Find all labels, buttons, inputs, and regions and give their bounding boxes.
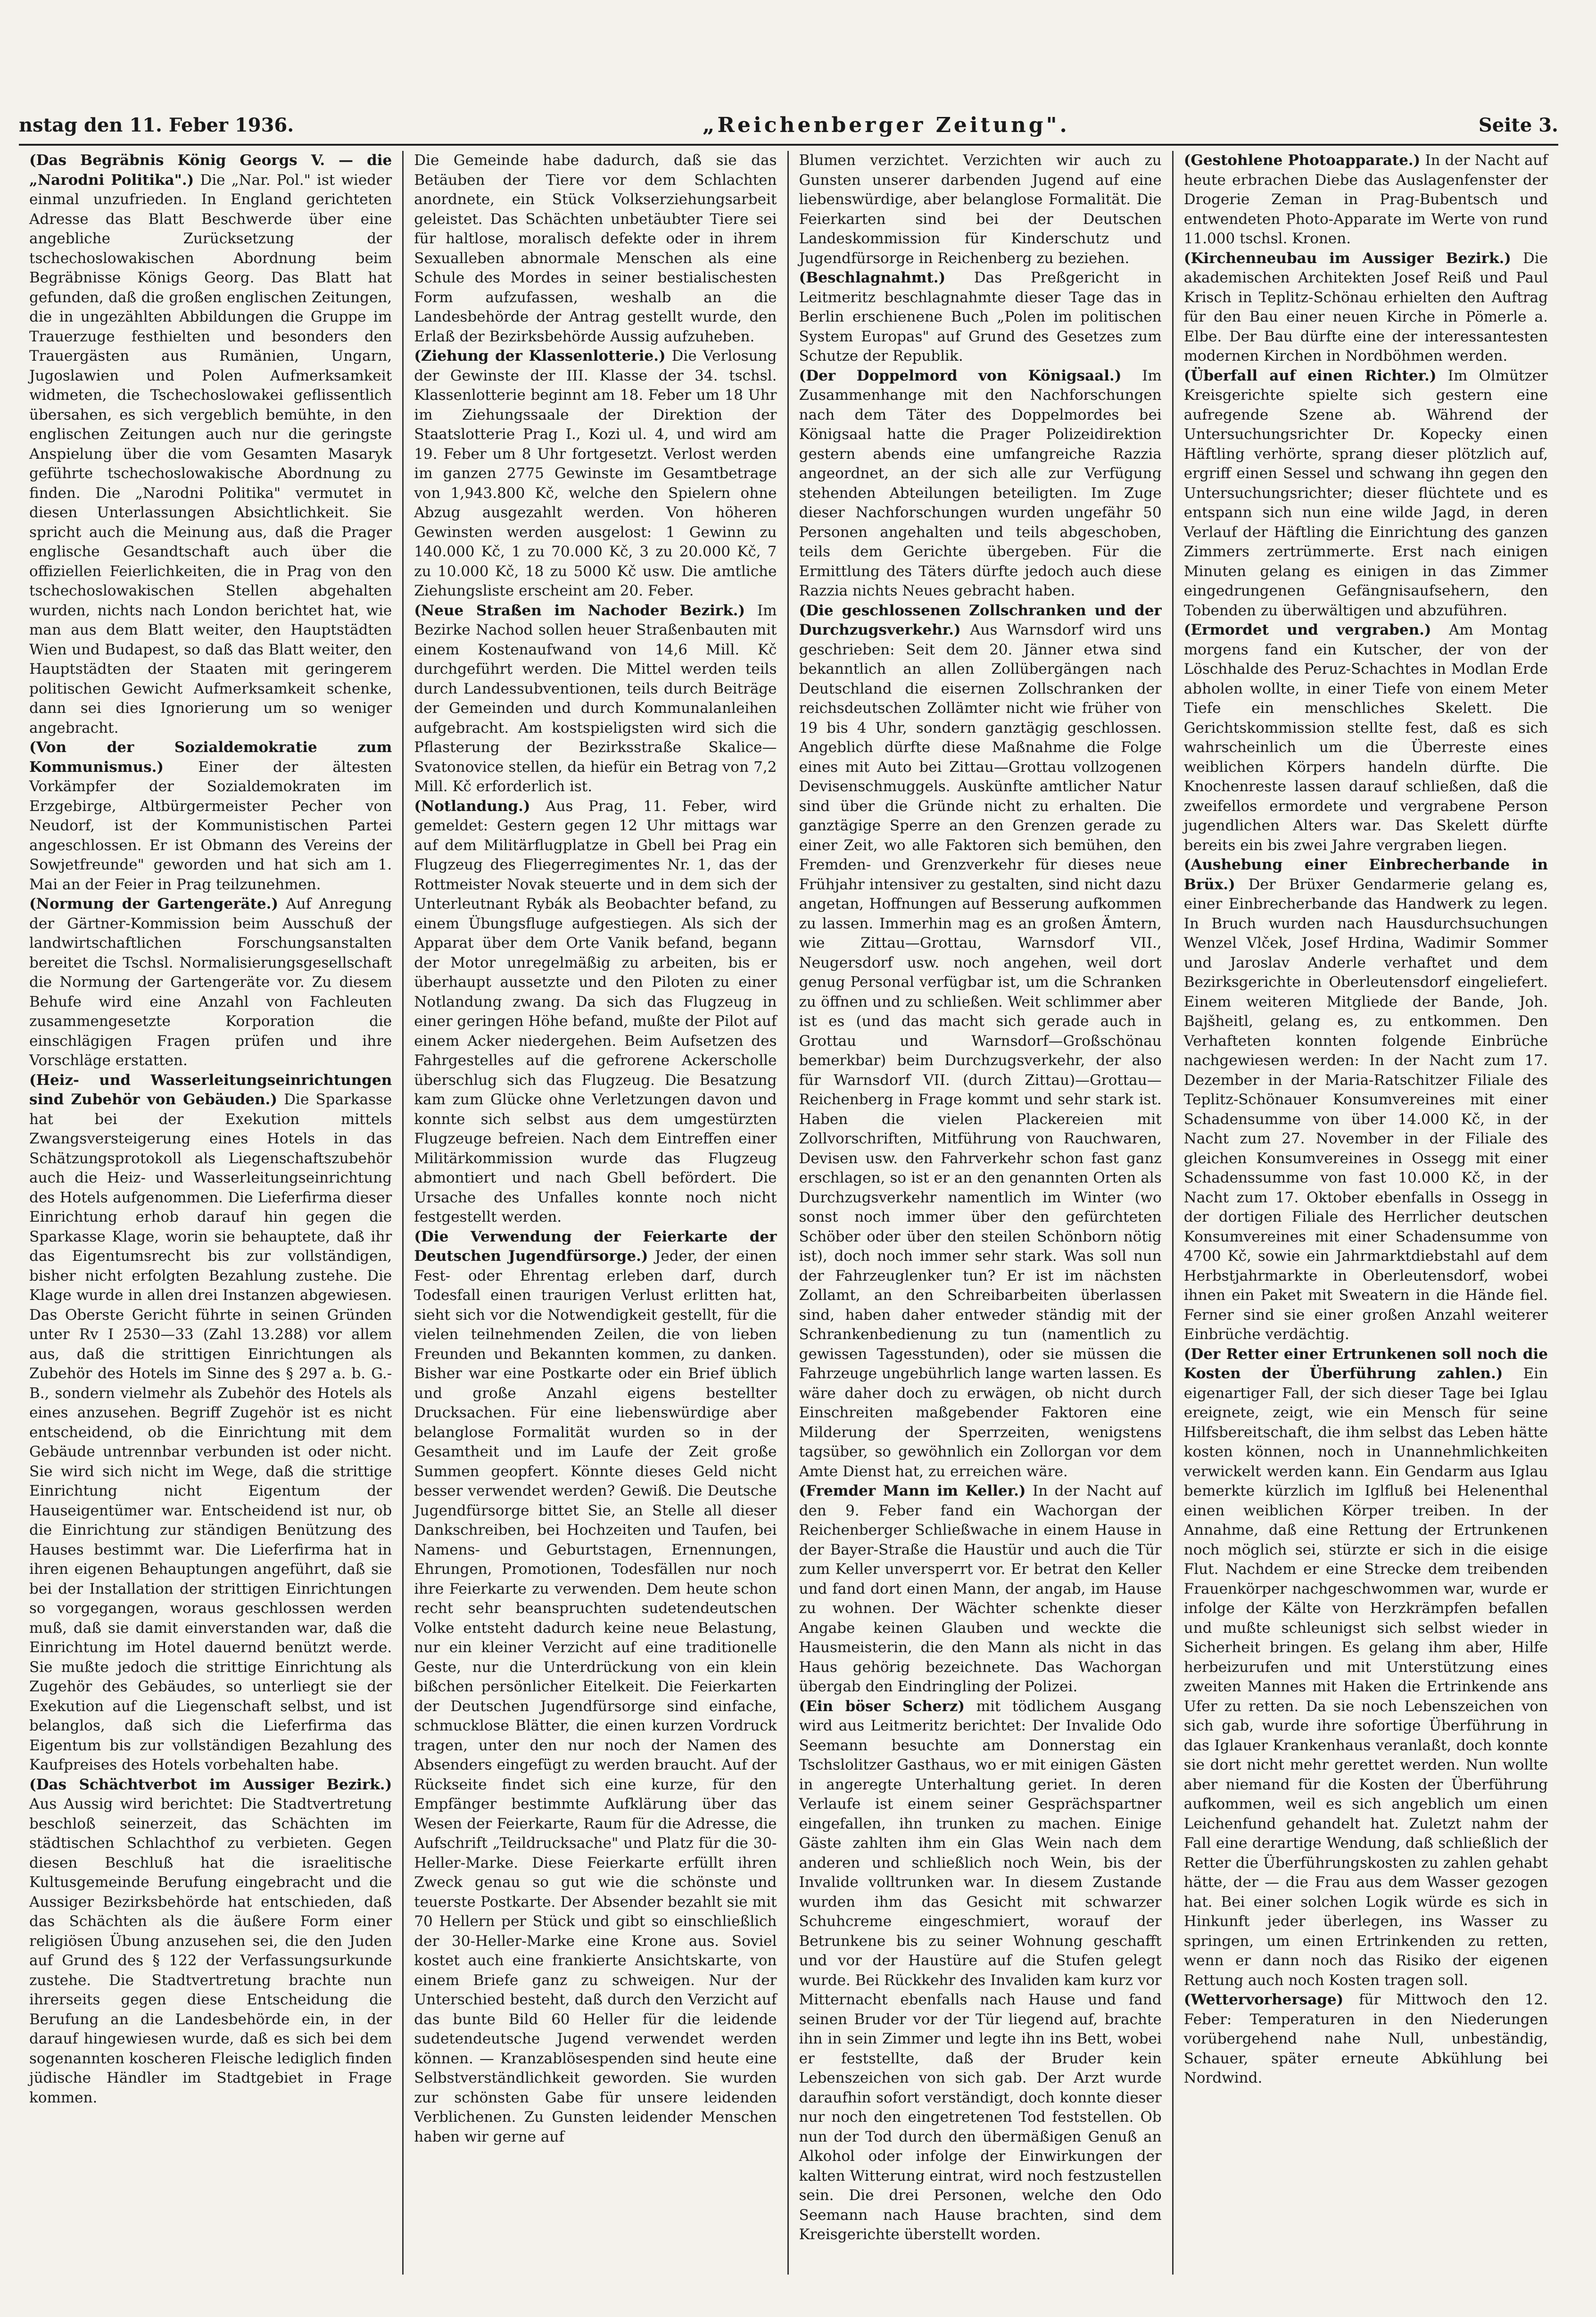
article bbox=[1184, 1345, 1548, 1991]
article-body: Das Preßgericht in Leitmeritz beschlagnahmte dieser Tage das in Berlin erschienene Buch „Polen im politischen System Europas" auf Grund des Gesetzes zum Schutze der Republik. bbox=[799, 269, 1162, 364]
article bbox=[29, 151, 392, 738]
column-4 bbox=[1174, 151, 1558, 2275]
article bbox=[29, 1775, 392, 2108]
article-body: mit tödlichem Ausgang wird aus Leitmeritz berichtet: Der Invalide Odo Seemann besuchte am Donnerstag ein Tschslolitzer Gasthaus, wo er mit einigen Gästen in angeregte Unterhaltung geriet. In deren Verlaufe ist einem seiner Gesprächspartner eingefallen, ihn trunken zu machen. Einige Gäste zahlten ihm ein Glas Wein nach dem anderen und schließlich noch Wein, bis der Invalide volltrunken war. In diesem Zustande wurden ihm das Gesicht mit schwarzer Schuhcreme eingeschmiert, worauf der Betrunkene bis zu seiner Wohnung geschafft und vor der Haustüre auf die Stufen gelegt wurde. Bei Rückkehr des Invaliden kam kurz vor Mitternacht ebenfalls nach Hause und fand seinen Bruder vor der Tür liegend auf, brachte ihn in sein Zimmer und legte ihn ins Bett, wobei er feststellte, daß der Bruder kein Lebenszeichen von sich gab. Der Arzt wurde daraufhin sofort verständigt, doch konnte dieser nur noch den eingetretenen Tod feststellen. Ob nun der Tod durch den übermäßigen Genuß an Alkohol oder infolge der Einwirkungen der kalten Witterung eintrat, wird noch festzustellen sein. Die drei Personen, welche den Odo Seemann nach Hause brachten, sind dem Kreisgerichte überstellt worden. bbox=[799, 1697, 1162, 2243]
article-title: (Beschlagnahmt.) bbox=[799, 269, 946, 286]
page-number: Seite 3. bbox=[1478, 114, 1558, 136]
article-body: Im Zusammenhange mit den Nachforschungen nach dem Täter des Doppelmordes bei Königsaal hatte die Prager Polizeidirektion gestern abends eine umfangreiche Razzia angeordnet, an der sich alle zur Verfügung stehenden Abteilungen beteiligten. Im Zuge dieser Nachforschungen wurden ungefähr 50 Personen angehalten und teils abgeschoben, teils dem Gerichte übergeben. Für die Ermittlung des Täters dürfte jedoch auch diese Razzia nichts Neues gebracht haben. bbox=[799, 367, 1162, 599]
article-title: (Neue Straßen im Nachoder Bezirk.) bbox=[414, 602, 745, 619]
article-title: (Die geschlossenen Zollschranken und der Durchzugsverkehr.) bbox=[799, 602, 1162, 638]
article-body: Am Montag morgens fand ein Kutscher, der von der Löschhalde des Peruz-Schachtes in Modlan Erde abholen wollte, in einer Tiefe von einem Meter Tiefe ein menschliches Skelett. Die Gerichtskommission stellte fest, daß es sich wahrscheinlich um die Überreste eines weiblichen Körpers handeln dürfte. Die Knochenreste lassen darauf schließen, daß die zweifellos ermordete und vergrabene Person jugendlichen Alters war. Das Skelett dürfte bereits ein bis zwei Jahre vergraben liegen. bbox=[1183, 621, 1548, 854]
article-title: (Kirchenneubau im Aussiger Bezirk.) bbox=[1183, 249, 1511, 267]
article-title: (Ermordet und vergraben.) bbox=[1183, 621, 1431, 638]
article-body: Die Gemeinde habe dadurch, daß sie das Betäuben der Tiere vor dem Schlachten anordnete, ein Stück Volkserziehungsarbeit geleistet. Das Schächten unbetäubter Tiere sei für haltlose, moralisch defekte oder in ihrem Sexualleben abnormale Menschen als eine Schule des Mordes in seiner bestialischesten Form aufzufassen, weshalb an die Landesbehörde der Antrag gestellt wurde, den Erlaß der Bezirksbehörde Aussig aufzuheben. bbox=[414, 152, 777, 345]
article bbox=[414, 151, 777, 347]
column-3 bbox=[789, 151, 1174, 2275]
newspaper-title: „Reichenberger Zeitung". bbox=[703, 113, 1070, 137]
header-date: nstag den 11. Feber 1936. bbox=[19, 114, 294, 136]
article bbox=[799, 601, 1162, 1482]
article-body: Aus Prag, 11. Feber, wird gemeldet: Gestern gegen 12 Uhr mittags war auf dem Militärflugplatze in Gbell bei Prag ein Flugzeug des Fliegerregimentes Nr. 1, das der Rottmeister Novak steuerte und in dem sich der Unterleutnant Rybák als Beobachter befand, zu einem Übungsfluge aufgestiegen. Als sich der Apparat über dem Orte Vanik befand, begann der Motor unregelmäßig zu arbeiten, bis er überhaupt aussetzte und den Piloten zu einer Notlandung zwang. Da sich das Flugzeug in einer geringen Höhe befand, mußte der Pilot auf einem Acker niedergehen. Beim Aufsetzen des Fahrgestelles auf die gefrorene Ackerscholle überschlug sich das Flugzeug. Die Besatzung kam zum Glücke ohne Verletzungen davon und konnte sich selbst aus dem umgestürzten Flugzeuge befreien. Nach dem Eintreffen einer Militärkommission wurde das Flugzeug abmontiert und nach Gbell befördert. Die Ursache des Unfalles konnte noch nicht festgestellt werden. bbox=[414, 797, 777, 1225]
article bbox=[1184, 1990, 1548, 2088]
article-body: Die Verlosung der Gewinste der III. Klasse der 34. tschsl. Klassenlotterie beginnt am 18. Feber um 18 Uhr im Ziehungssaale der Direktion der Staatslotterie Prag I., Kozi ul. 4, und wird am 19. Feber um 8 Uhr fortgesetzt. Verlost werden im ganzen 2775 Gewinste im Gesamtbetrage von 1,943.800 Kč, welche den Spielern ohne Abzug ausgezahlt werden. Von höheren Gewinsten werden ausgelost: 1 Gewinn zu 140.000 Kč, 1 zu 70.000 Kč, 3 zu 20.000 Kč, 7 zu 10.000 Kč, 18 zu 5000 Kč usw. Die amtliche Ziehungsliste erscheint am 20. Feber. bbox=[414, 348, 777, 599]
article-title: (Das Schächtverbot im Aussiger Bezirk.) bbox=[29, 1776, 392, 1793]
article bbox=[799, 1697, 1162, 2245]
article-title: (Heiz- und Wasserleitungseinrichtungen sind Zubehör von Gebäuden.) bbox=[29, 1071, 392, 1108]
article bbox=[799, 268, 1162, 366]
article bbox=[799, 151, 1162, 268]
article-body: Die „Nar. Pol." ist wieder einmal unzufrieden. In England gerichteten Adresse das Blatt Beschwerde über eine angebliche Zurücksetzung der tschechoslowakischen Abordnung beim Begräbnisse Königs Georg. Das Blatt hat gefunden, daß die großen englischen Zeitungen, die in ungezählten Abbildungen die Gruppe im Trauerzuge festhielten und besonders den Trauergästen aus Rumänien, Ungarn, Jugoslawien und Polen Aufmerksamkeit widmeten, die Tschechoslowakei geflissentlich übersahen, es sich vergeblich bemühte, in den englischen Zeitungen auch nur die geringste Anspielung über die vom Gesamten Masaryk geführte tschechoslowakische Abordnung zu finden. Die „Narodni Politika" vermutet in diesen Unterlassungen Absichtlichkeit. Sie spricht auch die Meinung aus, daß die Prager englische Gesandtschaft auch über die offiziellen Feierlichkeiten, die in Prag von den tschechoslowakischen Stellen abgehalten wurden, nichts nach London berichtet hat, wie man aus dem Blatt weiter, den Hauptstädten Wien und Budapest, so daß das Blatt weiter, den Hauptstädten der Staaten mit geringerem politischen Gewicht Aufmerksamkeit schenke, dann sei dies Ignorierung um so weniger angebracht. bbox=[29, 171, 392, 736]
article-body: In der Nacht auf heute erbrachen Diebe das Auslagenfenster der Drogerie Zeman in Prag-Bubentsch und entwendeten Photo-Apparate im Werte von rund 11.000 tschsl. Kronen. bbox=[1183, 152, 1548, 247]
article-body: Einer der ältesten Vorkämpfer der Sozialdemokraten im Erzgebirge, Altbürgermeister Pecher von Neudorf, ist der Kommunistischen Partei angeschlossen. Er ist Obmann des Vereins der Sowjetfreunde" geworden und hat sich am 1. Mai an der Feier in Prag teilzunehmen. bbox=[29, 758, 392, 893]
article bbox=[414, 601, 777, 797]
article bbox=[414, 1227, 777, 2147]
article bbox=[799, 366, 1162, 601]
header-rule bbox=[19, 144, 1558, 146]
article bbox=[1184, 621, 1548, 855]
article bbox=[1184, 151, 1548, 249]
article-body: Im Olmützer Kreisgerichte spielte sich gestern eine aufregende Szene ab. Während der Untersuchungsrichter Dr. Kopecky einen Häftling verhörte, sprang dieser plötzlich auf, ergriff einen Sessel und schwang ihn gegen den Untersuchungsrichter; dieser flüchtete und es entspann sich nun eine wilde Jagd, in deren Verlauf der Häftling die Einrichtung des ganzen Zimmers zertrümmerte. Erst nach einigen Minuten gelang es einigen in das Zimmer eingedrungenen Gefängnisaufsehern, den Tobenden zu überwältigen und abzuführen. bbox=[1183, 367, 1548, 619]
article-title: (Notlandung.) bbox=[414, 797, 530, 815]
article-title: (Normung der Gartengeräte.) bbox=[29, 895, 279, 912]
article-body: Ein eigenartiger Fall, der sich dieser Tage bei Iglau ereignete, zeigt, wie ein Mensch für seine Hilfsbereitschaft, die ihm selbst das Leben hätte kosten können, noch in Unannehmlichkeiten verwickelt werden kann. Ein Gendarm aus Iglau bemerkte kürzlich im Iglfluß bei Helenenthal einen weiblichen Körper treiben. In der Annahme, daß eine Rettung der Ertrunkenen noch möglich sei, stürzte er sich in die eisige Flut. Nachdem er eine Strecke dem treibenden Frauenkörper nachgeschwommen war, wurde er infolge der Kälte von Herzkrämpfen befallen und mußte schleunigst sich selbst wieder in Sicherheit bringen. Es gelang ihm aber, Hilfe herbeizurufen und mit Unterstützung eines zweiten Mannes mit Haken die Ertrinkende ans Ufer zu retten. Da sie noch Lebenszeichen von sich gab, wurde ihre sofortige Überführung in das Iglauer Krankenhaus veranlaßt, doch konnte sie dort nicht mehr gerettet werden. Nun wollte aber niemand für die Kosten der Überführung aufkommen, weil es sich angeblich um einen Leichenfund gehandelt hat. Zuletzt nahm der Fall eine derartige Wendung, daß schließlich der Retter die Überführungskosten zu zahlen gehabt hätte, der — die Frau aus dem Wasser gezogen hat. Bei einer solchen Logik würde es sich in Hinkunft jeder überlegen, ins Wasser zu springen, um einen Ertrinkenden zu retten, wenn er dann noch das Risiko der eigenen Rettung auch noch Kosten tragen soll. bbox=[1183, 1365, 1548, 1989]
article-body: Die Sparkasse hat bei der Exekution mittels Zwangsversteigerung eines Hotels in das Schätzungsprotokoll als Liegenschaftszubehör auch die Heiz- und Wasserleitungseinrichtung des Hotels aufgenommen. Die Lieferfirma dieser Einrichtung erhob darauf hin gegen die Sparkasse Klage, worin sie behauptete, daß ihr das Eigentumsrecht bis zur vollständigen, bisher nicht erfolgten Bezahlung zustehe. Die Klage wurde in allen drei Instanzen abgewiesen. Das Oberste Gericht führte in seinen Gründen unter Rv I 2530—33 (Zahl 13.288) vor allem aus, daß die strittigen Einrichtungen als Zubehör des Hotels im Sinne des § 297 a. b. G.-B., sondern vielmehr als Zubehör des Hotels als eines anzusehen. Begriff Zugehör ist es nicht entscheidend, ob die Einrichtung mit dem Gebäude untrennbar verbunden ist oder nicht. Sie wird sich nicht im Wege, daß die strittige Einrichtung nicht Eigentum der Hauseigentümer war. Entscheidend ist nur, ob die Einrichtung zur ständigen Benützung des Hauses bestimmt war. Die Lieferfirma hat in ihren eigenen Behauptungen angeführt, daß sie bei der Installation der strittigen Einrichtungen so vorgegangen, woraus geschlossen werden muß, daß sie damit einverstanden war, daß die Einrichtung im Hotel dauernd benützt werde. Sie mußte jedoch die strittige Einrichtung als Zugehör des Gebäudes, so unterliegt sie der Exekution auf die Liegenschaft selbst, und ist belanglos, daß sich die Lieferfirma das Eigentum bis zur vollständigen Bezahlung des Kaufpreises des Hotels vorbehalten habe. bbox=[29, 1091, 392, 1773]
article bbox=[414, 797, 777, 1227]
article-title: (Fremder Mann im Keller.) bbox=[799, 1482, 1026, 1499]
article-body: In der Nacht auf den 9. Feber fand ein Wachorgan der Reichenberger Schließwache in einem Hause in der Bayer-Straße die Haustür und auch die Tür zum Keller unversperrt vor. Er betrat den Keller und fand dort einen Mann, der angab, im Hause zu wohnen. Der Wächter schenkte dieser Angabe keinen Glauben und weckte die Hausmeisterin, die den Mann als nicht in das Haus gehörig bezeichnete. Das Wachorgan übergab den Eindringling der Polizei. bbox=[799, 1482, 1162, 1695]
article-title: (Gestohlene Photoapparate.) bbox=[1183, 152, 1421, 169]
article-title: (Wettervorhersage) bbox=[1183, 1991, 1344, 2008]
article-title: (Überfall auf einen Richter.) bbox=[1183, 367, 1437, 384]
article-body: Blumen verzichtet. Verzichten wir auch zu Gunsten unserer darbenden Jugend auf eine liebenswürdige, aber belanglose Formalität. Die Feierkarten sind bei der Deutschen Landeskommission für Kinderschutz und Jugendfürsorge in Reichenberg zu beziehen. bbox=[799, 152, 1162, 267]
article bbox=[29, 1071, 392, 1775]
article-title: (Das Begräbnis König Georgs V. — die „Narodni Politika".) bbox=[29, 152, 392, 189]
article bbox=[1184, 366, 1548, 621]
column-1 bbox=[19, 151, 404, 2275]
article-title: (Der Retter einer Ertrunkenen soll noch die Kosten der Überführung zahlen.) bbox=[1183, 1345, 1548, 1382]
article-body: Im Bezirke Nachod sollen heuer Straßenbauten mit einem Kostenaufwand von 14,6 Mill. Kč durchgeführt werden. Die Mittel werden teils durch Landessubventionen, teils durch Beiträge der Gemeinden und durch Kommunalanleihen aufgebracht. Am kostspieligsten wird sich die Pflasterung der Bezirksstraße Skalice—Svatonovice stellen, da hiefür ein Betrag von 7,2 Mill. Kč erforderlich ist. bbox=[414, 602, 777, 795]
article-body: Der Brüxer Gendarmerie gelang es, einer Einbrecherbande das Handwerk zu legen. In Bruch wurden nach Hausdurchsuchungen Wenzel Vlček, Josef Hrdina, Wadimir Sommer und Jaroslav Anderle verhaftet und dem Bezirksgerichte in Oberleutensdorf eingeliefert. Einem weiteren Mitgliede der Bande, Joh. Bajšheitl, gelang es, zu entkommen. Den Verhafteten konnten folgende Einbrüche nachgewiesen werden: In der Nacht zum 17. Dezember in der Maria-Ratschitzer Filiale des Teplitz-Schönauer Konsumvereines mit einer Schadensumme von über 14.000 Kč, in der Nacht zum 27. November in der Filiale des gleichen Konsumvereines in Ossegg mit einer Schadenssumme von fast 10.000 Kč, in der Nacht zum 17. Oktober ebenfalls in Ossegg in der dortigen Filiale des Herrlicher deutschen Konsumvereines mit einer Schadensumme von 4700 Kč, sowie ein Jahrmarktdiebstahl auf dem Herbstjahrmarkte in Oberleutensdorf, wobei ihnen ein Paket mit Sweatern in die Hände fiel. Ferner sind sie einer großen Anzahl weiterer Einbrüche verdächtig. bbox=[1183, 876, 1548, 1343]
article-title: (Ein böser Scherz) bbox=[799, 1697, 965, 1715]
article-body: für Mittwoch den 12. Feber: Temperaturen in den Niederungen vorübergehend nahe Null, unbeständig, Schauer, später erneute Abkühlung bei Nordwind. bbox=[1183, 1991, 1548, 2086]
article bbox=[414, 347, 777, 601]
column-2 bbox=[404, 151, 788, 2275]
article bbox=[799, 1481, 1162, 1697]
article-body: Aus Warnsdorf wird uns geschrieben: Seit dem 20. Jänner etwa sind bekanntlich an allen Zollübergängen nach Deutschland die eisernen Zollschranken der reichsdeutschen Zollämter nicht wie früher von 19 bis 4 Uhr, sondern ganztägig geschlossen. Angeblich dürfte diese Maßnahme die Folge eines mit Auto bei Zittau—Grottau vollzogenen Devisenschmuggels. Auskünfte amtlicher Natur sind über die Gründe nicht zu erhalten. Die ganztägige Sperre an den Grenzen gerade zu einer Zeit, wo alle Faktoren sich bemühen, den Fremden- und Grenzverkehr für dieses neue Frühjahr intensiver zu gestalten, sind nicht dazu angetan, Hoffnungen auf Besserung aufkommen zu lassen. Immerhin mag es an großen Ämtern, wie Zittau—Grottau, Warnsdorf VII., Neugersdorf usw. noch angehen, weil dort genug Personal verfügbar ist, um die Schranken zu öffnen und zu schließen. Weit schlimmer aber ist es (und das macht sich gerade auch in Grottau und Warnsdorf—Großschönau bemerkbar) beim Durchzugsverkehr, der also für Warnsdorf VII. (durch Zittau)—Grottau—Reichenberg in Frage kommt und sehr stark ist. Haben die vielen Plackereien mit Zollvorschriften, Mitführung von Rauchwaren, Devisen usw. den Fahrverkehr schon fast ganz erschlagen, so ist er an den genannten Orten als Durchzugsverkehr namentlich im Winter (wo sonst noch immer über den gefürchteten Schöber oder über den steilen Schönborn nötig ist), doch noch immer sehr stark. Was soll nun der Fahrzeuglenker tun? Er ist im nächsten Zollamt, an den Schreibarbeiten überlassen sind, haben daher entweder ständig mit der Schrankenbedienung zu tun (namentlich zu gewissen Tagesstunden), oder sie müssen die Fahrzeuge ungebührlich lange warten lassen. Es wäre daher doch zu erwägen, ob nicht durch Einschreiten maßgebender Faktoren eine Milderung der Sperrzeiten, wenigstens tagsüber, so gewöhnlich ein Zollorgan vor dem Amte Dienst hat, zu erreichen wäre. bbox=[799, 621, 1162, 1480]
article-title: (Von der Sozialdemokratie zum Kommunismus.) bbox=[29, 739, 392, 776]
article-title: (Ziehung der Klassenlotterie.) bbox=[414, 348, 666, 364]
text-columns bbox=[19, 151, 1558, 2275]
article-title: (Aushebung einer Einbrecherbande in Brüx.) bbox=[1183, 856, 1548, 893]
article-body: Aus Aussig wird berichtet: Die Stadtvertretung beschloß seinerzeit, das Schächten im städtischen Schlachthof zu verbieten. Gegen diesen Beschluß hat die israelitische Kultusgemeinde Berufung eingebracht und die Aussiger Bezirksbehörde hat entschieden, daß das Schächten als die äußere Form einer religiösen Übung anzusehen sei, die den Juden auf Grund des § 122 der Verfassungsurkunde zustehe. Die Stadtvertretung brachte nun ihrerseits gegen diese Entscheidung die Berufung an die Landesbehörde ein, in der darauf hingewiesen wurde, daß es sich bei dem sogenannten koscheren Fleische lediglich finden jüdische Händler im Stadtgebiet in Frage kommen. bbox=[29, 1796, 392, 2106]
article-body: Die akademischen Architekten Josef Reiß und Paul Krisch in Teplitz-Schönau erhielten den Auftrag für den Bau einer neuen Kirche in Pömerle a. Elbe. Der Bau dürfte eine der interessantesten modernen Kirchen in Nordböhmen werden. bbox=[1183, 249, 1548, 364]
article-title: (Der Doppelmord von Königsaal.) bbox=[799, 367, 1122, 384]
article-body: Auf Anregung der Gärtner-Kommission beim Ausschuß der landwirtschaftlichen Forschungsanstalten bereitet die Tschsl. Normalisierungsgesellschaft die Normung der Gartengeräte vor. Zu diesem Behufe wird eine Anzahl von Fachleuten zusammengesetzte Korporation die einschlägigen Fragen prüfen und ihre Vorschläge erstatten. bbox=[29, 895, 392, 1069]
page-header bbox=[19, 108, 1558, 141]
article bbox=[29, 894, 392, 1071]
article-body: Jeder, der einen Fest- oder Ehrentag erleben darf, durch Todesfall einen traurigen Verlust erlitten hat, sieht sich vor die Notwendigkeit gestellt, für die vielen teilnehmenden Zeilen, die von lieben Freunden und Bekannten kommen, zu danken. Bisher war eine Postkarte oder ein Brief üblich und große Anzahl eigens bestellter Drucksachen. Für eine liebenswürdige aber belanglose Formalität wurden so in der Gesamtheit und im Laufe der Zeit große Summen geopfert. Könnte dieses Geld nicht besser verwendet werden? Gewiß. Die Deutsche Jugendfürsorge bittet Sie, an Stelle all dieser Dankschreiben, bei Hochzeiten und Taufen, bei Namens- und Geburtstagen, Ernennungen, Ehrungen, Promotionen, Todesfällen nur noch ihre Feierkarte zu verwenden. Dem heute schon recht sehr beanspruchten sudetendeutschen Volke entsteht dadurch keine neue Belastung, nur ein kleiner Verzicht auf eine traditionelle Geste, nur die Unterdrückung von ein klein bißchen persönlicher Eitelkeit. Die Feierkarten der Deutschen Jugendfürsorge sind einfache, schmucklose Blätter, die einen kurzen Vordruck tragen, unter den nur noch der Namen des Absenders eingefügt zu werden braucht. Auf der Rückseite findet sich eine kurze, für den Empfänger bestimmte Aufklärung über das Wesen der Feierkarte, Raum für die Adresse, die Aufschrift „Teildrucksache" und Platz für die 30-Heller-Marke. Diese Feierkarte erfüllt ihren Zweck genau so gut wie die schönste und teuerste Postkarte. Der Absender bezahlt sie mit 70 Hellern per Stück und gibt so einschließlich der 30-Heller-Marke eine Krone aus. Soviel kostet auch eine frankierte Ansichtskarte, von einem Briefe ganz zu schweigen. Nur der Unterschied besteht, daß durch den Verzicht auf das bunte Bild 60 Heller für die leidende sudetendeutsche Jugend verwendet werden können. — Kranzablösespenden sind heute eine Selbstverständlichkeit geworden. Sie wurden zur schönsten Gabe für unsere leidenden Verblichenen. Zu Gunsten leidender Menschen haben wir gerne auf bbox=[414, 1248, 777, 2145]
article-title: (Die Verwendung der Feierkarte der Deutschen Jugendfürsorge.) bbox=[414, 1228, 777, 1265]
article bbox=[1184, 855, 1548, 1345]
article bbox=[1184, 249, 1548, 366]
article bbox=[29, 738, 392, 894]
